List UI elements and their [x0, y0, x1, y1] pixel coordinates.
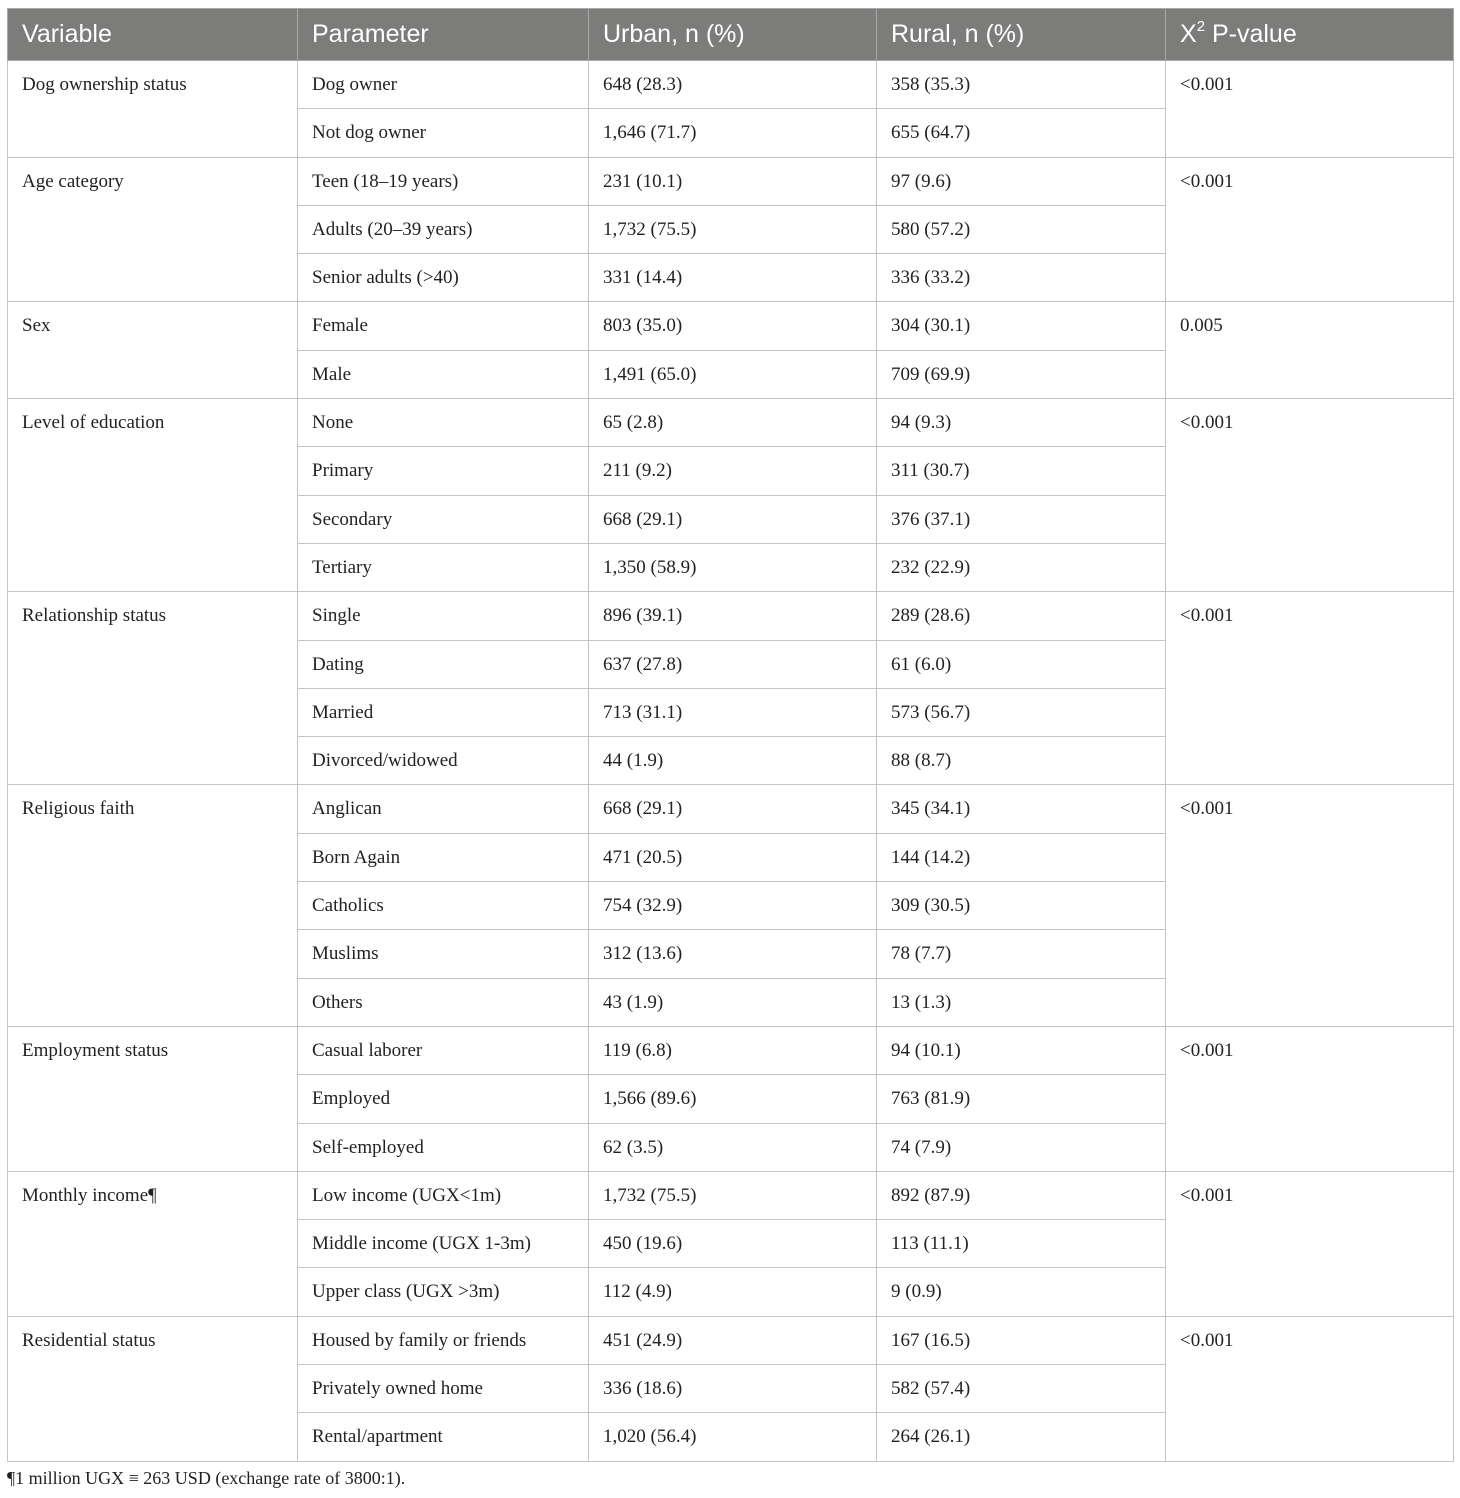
parameter-cell: Muslims [298, 930, 589, 978]
rural-cell: 336 (33.2) [877, 254, 1166, 302]
urban-cell: 62 (3.5) [589, 1123, 877, 1171]
rural-cell: 13 (1.3) [877, 978, 1166, 1026]
variable-cell: Residential status [8, 1316, 298, 1461]
pvalue-cell: <0.001 [1166, 592, 1454, 785]
header-variable: Variable [8, 9, 298, 61]
parameter-cell: Male [298, 350, 589, 398]
pvalue-cell: <0.001 [1166, 785, 1454, 1026]
rural-cell: 580 (57.2) [877, 205, 1166, 253]
urban-cell: 336 (18.6) [589, 1365, 877, 1413]
pvalue-cell: <0.001 [1166, 399, 1454, 592]
rural-cell: 345 (34.1) [877, 785, 1166, 833]
parameter-cell: Employed [298, 1075, 589, 1123]
urban-cell: 1,646 (71.7) [589, 109, 877, 157]
parameter-cell: Upper class (UGX >3m) [298, 1268, 589, 1316]
rural-cell: 113 (11.1) [877, 1220, 1166, 1268]
rural-cell: 311 (30.7) [877, 447, 1166, 495]
urban-cell: 119 (6.8) [589, 1026, 877, 1074]
rural-cell: 892 (87.9) [877, 1171, 1166, 1219]
header-pvalue-sup: 2 [1196, 17, 1206, 35]
table-row [8, 592, 1454, 640]
urban-cell: 1,350 (58.9) [589, 543, 877, 591]
footnote: ¶1 million UGX ≡ 263 USD (exchange rate of 3800:1). [7, 1468, 406, 1488]
parameter-cell: Dog owner [298, 61, 589, 109]
parameter-cell: Primary [298, 447, 589, 495]
parameter-cell: Tertiary [298, 543, 589, 591]
rural-cell: 144 (14.2) [877, 833, 1166, 881]
variable-cell: Dog ownership status [8, 61, 298, 158]
urban-cell: 471 (20.5) [589, 833, 877, 881]
urban-cell: 43 (1.9) [589, 978, 877, 1026]
urban-cell: 331 (14.4) [589, 254, 877, 302]
header-urban: Urban, n (%) [589, 9, 877, 61]
table-body [8, 61, 1454, 1462]
urban-cell: 754 (32.9) [589, 882, 877, 930]
variable-cell: Religious faith [8, 785, 298, 1026]
urban-cell: 112 (4.9) [589, 1268, 877, 1316]
table-row [8, 1026, 1454, 1074]
parameter-cell: Low income (UGX<1m) [298, 1171, 589, 1219]
urban-cell: 451 (24.9) [589, 1316, 877, 1364]
parameter-cell: Senior adults (>40) [298, 254, 589, 302]
urban-cell: 1,566 (89.6) [589, 1075, 877, 1123]
parameter-cell: Single [298, 592, 589, 640]
urban-cell: 1,732 (75.5) [589, 205, 877, 253]
header-pvalue-suffix: P-value [1205, 20, 1297, 48]
parameter-cell: Teen (18–19 years) [298, 157, 589, 205]
variable-cell: Monthly income¶ [8, 1171, 298, 1316]
urban-cell: 450 (19.6) [589, 1220, 877, 1268]
rural-cell: 167 (16.5) [877, 1316, 1166, 1364]
header-pvalue [1166, 9, 1454, 61]
table-row [8, 302, 1454, 350]
parameter-cell: Catholics [298, 882, 589, 930]
urban-cell: 668 (29.1) [589, 785, 877, 833]
urban-cell: 668 (29.1) [589, 495, 877, 543]
variable-cell: Age category [8, 157, 298, 302]
variable-cell: Sex [8, 302, 298, 399]
pvalue-cell: <0.001 [1166, 1171, 1454, 1316]
variable-cell: Level of education [8, 399, 298, 592]
pvalue-cell: <0.001 [1166, 1026, 1454, 1171]
rural-cell: 94 (9.3) [877, 399, 1166, 447]
header-pvalue-prefix: X [1180, 20, 1197, 48]
variable-cell: Employment status [8, 1026, 298, 1171]
rural-cell: 94 (10.1) [877, 1026, 1166, 1074]
rural-cell: 655 (64.7) [877, 109, 1166, 157]
parameter-cell: Adults (20–39 years) [298, 205, 589, 253]
urban-cell: 211 (9.2) [589, 447, 877, 495]
rural-cell: 376 (37.1) [877, 495, 1166, 543]
urban-cell: 312 (13.6) [589, 930, 877, 978]
parameter-cell: Casual laborer [298, 1026, 589, 1074]
parameter-cell: Rental/apartment [298, 1413, 589, 1461]
table-row [8, 785, 1454, 833]
urban-cell: 1,491 (65.0) [589, 350, 877, 398]
table-row [8, 1316, 1454, 1364]
rural-cell: 88 (8.7) [877, 737, 1166, 785]
rural-cell: 74 (7.9) [877, 1123, 1166, 1171]
rural-cell: 97 (9.6) [877, 157, 1166, 205]
rural-cell: 289 (28.6) [877, 592, 1166, 640]
table-row [8, 399, 1454, 447]
parameter-cell: Secondary [298, 495, 589, 543]
rural-cell: 709 (69.9) [877, 350, 1166, 398]
parameter-cell: None [298, 399, 589, 447]
rural-cell: 264 (26.1) [877, 1413, 1166, 1461]
urban-cell: 713 (31.1) [589, 688, 877, 736]
rural-cell: 582 (57.4) [877, 1365, 1166, 1413]
urban-cell: 896 (39.1) [589, 592, 877, 640]
table-row [8, 157, 1454, 205]
parameter-cell: Married [298, 688, 589, 736]
rural-cell: 309 (30.5) [877, 882, 1166, 930]
rural-cell: 9 (0.9) [877, 1268, 1166, 1316]
header-row [8, 9, 1454, 61]
pvalue-cell: 0.005 [1166, 302, 1454, 399]
urban-cell: 231 (10.1) [589, 157, 877, 205]
urban-cell: 44 (1.9) [589, 737, 877, 785]
rural-cell: 573 (56.7) [877, 688, 1166, 736]
pvalue-cell: <0.001 [1166, 61, 1454, 158]
urban-cell: 637 (27.8) [589, 640, 877, 688]
urban-cell: 65 (2.8) [589, 399, 877, 447]
rural-cell: 61 (6.0) [877, 640, 1166, 688]
parameter-cell: Female [298, 302, 589, 350]
header-parameter: Parameter [298, 9, 589, 61]
rural-cell: 358 (35.3) [877, 61, 1166, 109]
parameter-cell: Anglican [298, 785, 589, 833]
pvalue-cell: <0.001 [1166, 1316, 1454, 1461]
table-row [8, 1171, 1454, 1219]
urban-cell: 648 (28.3) [589, 61, 877, 109]
rural-cell: 232 (22.9) [877, 543, 1166, 591]
parameter-cell: Privately owned home [298, 1365, 589, 1413]
parameter-cell: Dating [298, 640, 589, 688]
table-row [8, 61, 1454, 109]
urban-cell: 803 (35.0) [589, 302, 877, 350]
rural-cell: 78 (7.7) [877, 930, 1166, 978]
parameter-cell: Born Again [298, 833, 589, 881]
urban-cell: 1,020 (56.4) [589, 1413, 877, 1461]
pvalue-cell: <0.001 [1166, 157, 1454, 302]
rural-cell: 304 (30.1) [877, 302, 1166, 350]
parameter-cell: Not dog owner [298, 109, 589, 157]
data-table [7, 8, 1454, 1462]
parameter-cell: Self-employed [298, 1123, 589, 1171]
parameter-cell: Middle income (UGX 1-3m) [298, 1220, 589, 1268]
header-rural: Rural, n (%) [877, 9, 1166, 61]
rural-cell: 763 (81.9) [877, 1075, 1166, 1123]
urban-cell: 1,732 (75.5) [589, 1171, 877, 1219]
variable-cell: Relationship status [8, 592, 298, 785]
parameter-cell: Divorced/widowed [298, 737, 589, 785]
parameter-cell: Others [298, 978, 589, 1026]
parameter-cell: Housed by family or friends [298, 1316, 589, 1364]
